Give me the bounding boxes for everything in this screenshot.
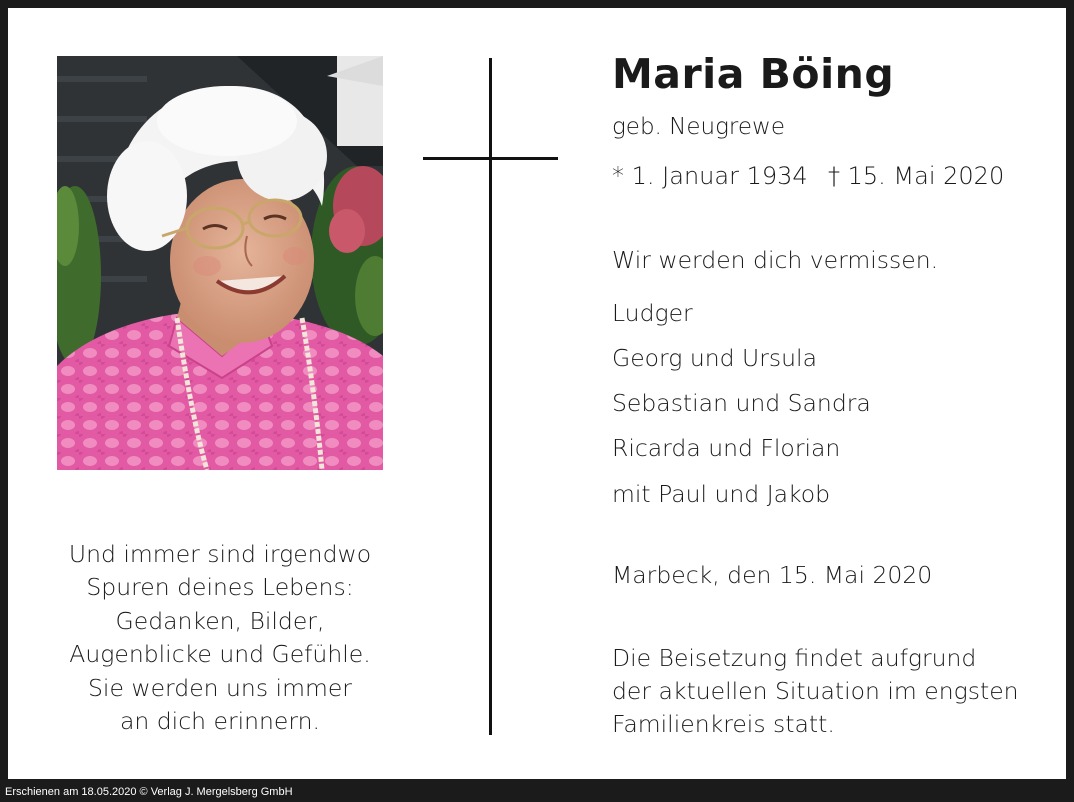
publication-footer: Erschienen am 18.05.2020 © Verlag J. Mergelsberg GmbH: [5, 786, 293, 798]
place-date: Marbeck, den 15. Mai 2020: [612, 561, 933, 589]
mourner-name: Sebastian und Sandra: [612, 389, 871, 417]
deceased-name: Maria Böing: [612, 50, 895, 98]
funeral-note-line: Die Beisetzung findet aufgrund: [612, 644, 977, 672]
obituary-card: [8, 8, 1066, 779]
mourner-name: Ricarda und Florian: [612, 434, 841, 462]
birth-date: * 1. Januar 1934: [612, 162, 808, 190]
mourner-name: Georg und Ursula: [612, 344, 817, 372]
funeral-note-line: der aktuellen Situation im engsten: [612, 677, 1019, 705]
poem-line: Sie werden uns immer: [88, 673, 352, 702]
death-date: † 15. Mai 2020: [828, 162, 1005, 190]
farewell-message: Wir werden dich vermissen.: [612, 246, 939, 274]
poem-line: Und immer sind irgendwo: [68, 540, 372, 568]
funeral-note-line: Familienkreis statt.: [612, 710, 835, 738]
mourner-name: mit Paul und Jakob: [612, 480, 831, 508]
poem: [38, 538, 402, 738]
portrait-image: [57, 56, 383, 470]
cross-horizontal-line: [423, 157, 558, 160]
poem-line: an dich erinnern.: [119, 707, 320, 736]
poem-line: Spuren deines Lebens:: [86, 573, 354, 602]
mourner-name: Ludger: [612, 299, 693, 327]
poem-line: Gedanken, Bilder,: [115, 606, 325, 635]
birth-name: geb. Neugrewe: [612, 114, 785, 140]
poem-line: Augenblicke und Gefühle.: [69, 640, 371, 669]
portrait-photo: [57, 56, 383, 470]
